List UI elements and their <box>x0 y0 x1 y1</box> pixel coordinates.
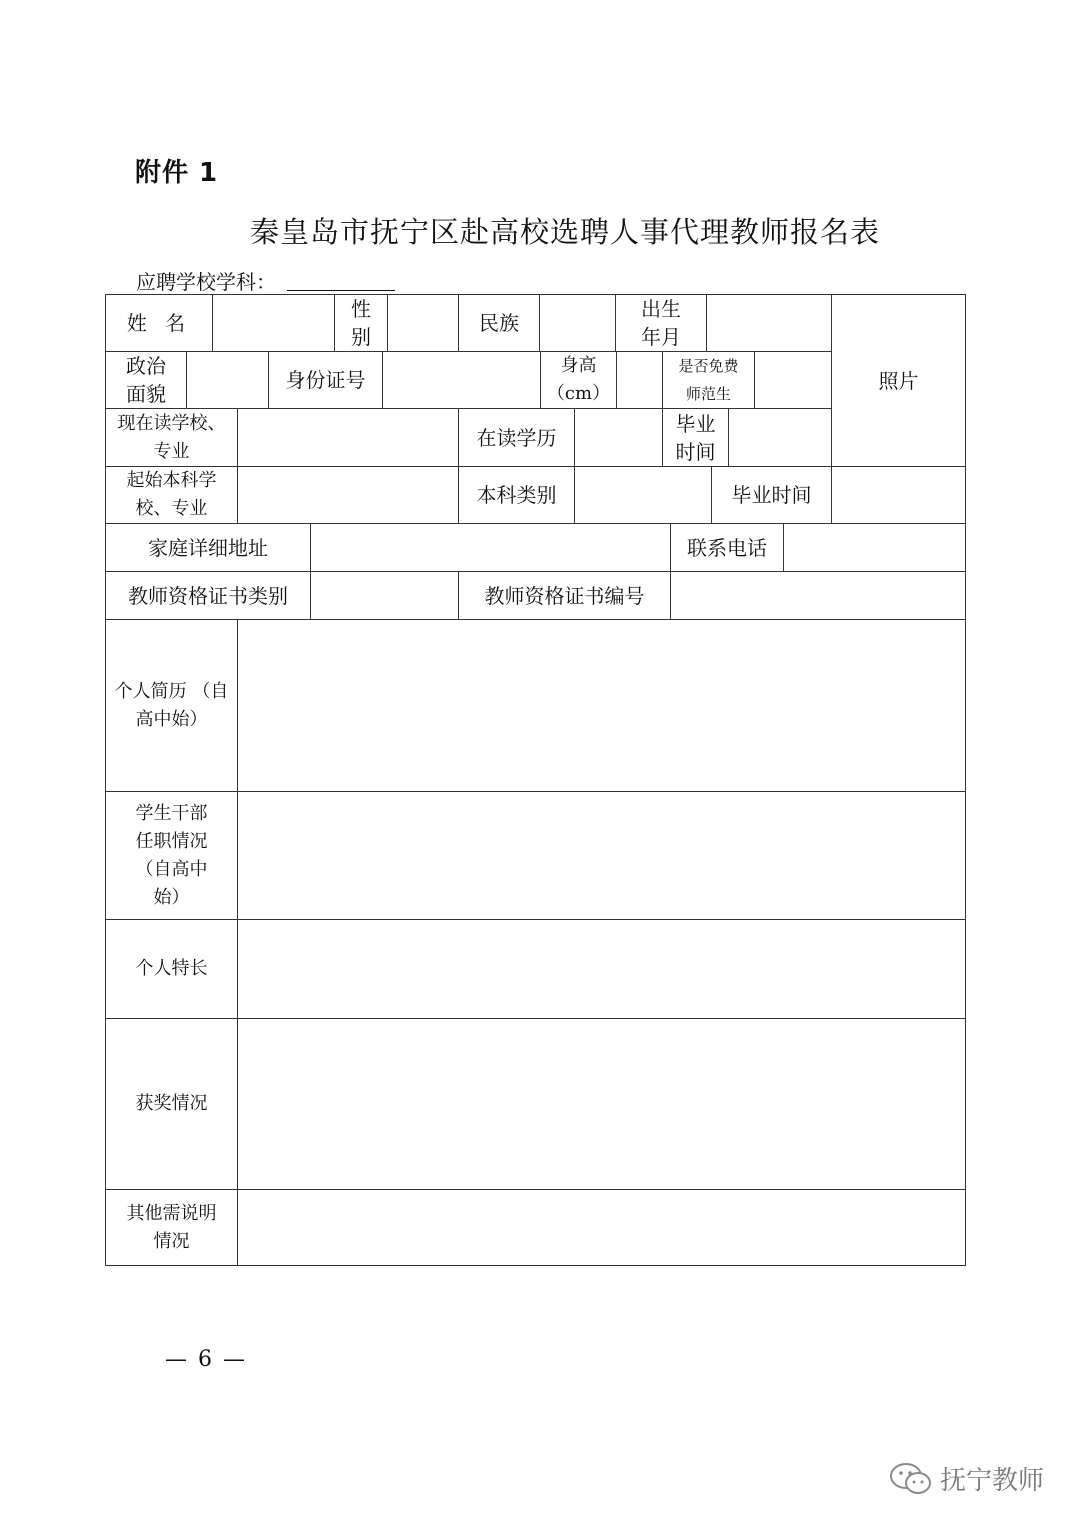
gender-field[interactable] <box>387 294 459 352</box>
current-degree-label: 在读学历 <box>458 408 575 467</box>
height-field[interactable] <box>616 351 663 409</box>
resume-label: 个人简历 （自高中始） <box>105 619 238 792</box>
birth-label: 出生 年月 <box>615 294 707 352</box>
ethnicity-field[interactable] <box>539 294 616 352</box>
cadre-field[interactable] <box>237 791 966 920</box>
other-label: 其他需说明 情况 <box>105 1189 238 1266</box>
ethnicity-label: 民族 <box>458 294 540 352</box>
id-number-label: 身份证号 <box>268 351 383 409</box>
current-school-label: 现在读学校、 专业 <box>105 408 238 467</box>
specialty-field[interactable] <box>237 919 966 1019</box>
subject-field[interactable] <box>287 290 395 291</box>
page-number: — 6 — <box>165 1347 247 1372</box>
cert-type-label: 教师资格证书类别 <box>105 571 311 620</box>
current-school-field[interactable] <box>237 408 459 467</box>
political-label: 政治 面貌 <box>105 351 187 409</box>
address-field[interactable] <box>310 523 671 572</box>
name-field[interactable] <box>212 294 335 352</box>
attachment-label: 附件 1 <box>135 158 219 188</box>
undergrad-grad-time-field[interactable] <box>831 466 966 524</box>
photo-box[interactable]: 照片 <box>831 294 966 467</box>
grad-time-field[interactable] <box>728 408 832 467</box>
specialty-label: 个人特长 <box>105 919 238 1019</box>
phone-label: 联系电话 <box>670 523 784 572</box>
undergrad-school-field[interactable] <box>237 466 459 524</box>
watermark <box>888 1460 1044 1497</box>
undergrad-type-label: 本科类别 <box>458 466 575 524</box>
birth-field[interactable] <box>706 294 832 352</box>
grad-time-label: 毕业 时间 <box>662 408 729 467</box>
name-label: 姓 名 <box>105 294 213 352</box>
form-title: 秦皇岛市抚宁区赴高校选聘人事代理教师报名表 <box>249 215 880 249</box>
undergrad-type-field[interactable] <box>574 466 712 524</box>
free-normal-field[interactable] <box>754 351 832 409</box>
cert-number-label: 教师资格证书编号 <box>458 571 671 620</box>
awards-label: 获奖情况 <box>105 1018 238 1190</box>
undergrad-grad-time-label: 毕业时间 <box>711 466 832 524</box>
height-label: 身高 （cm） <box>540 351 617 409</box>
wechat-icon <box>888 1461 934 1497</box>
undergrad-school-label: 起始本科学 校、专业 <box>105 466 238 524</box>
cadre-label: 学生干部 任职情况 （自高中始） <box>105 791 238 920</box>
other-field[interactable] <box>237 1189 966 1266</box>
gender-label: 性 别 <box>334 294 388 352</box>
free-normal-label: 是否免费 师范生 <box>662 351 755 409</box>
political-field[interactable] <box>186 351 269 409</box>
awards-field[interactable] <box>237 1018 966 1190</box>
address-label: 家庭详细地址 <box>105 523 311 572</box>
cert-number-field[interactable] <box>670 571 966 620</box>
id-number-field[interactable] <box>382 351 541 409</box>
watermark-text: 抚宁教师 <box>940 1466 1045 1496</box>
current-degree-field[interactable] <box>574 408 663 467</box>
phone-field[interactable] <box>783 523 966 572</box>
resume-field[interactable] <box>237 619 966 792</box>
cert-type-field[interactable] <box>310 571 459 620</box>
subject-label: 应聘学校学科： <box>136 270 276 294</box>
